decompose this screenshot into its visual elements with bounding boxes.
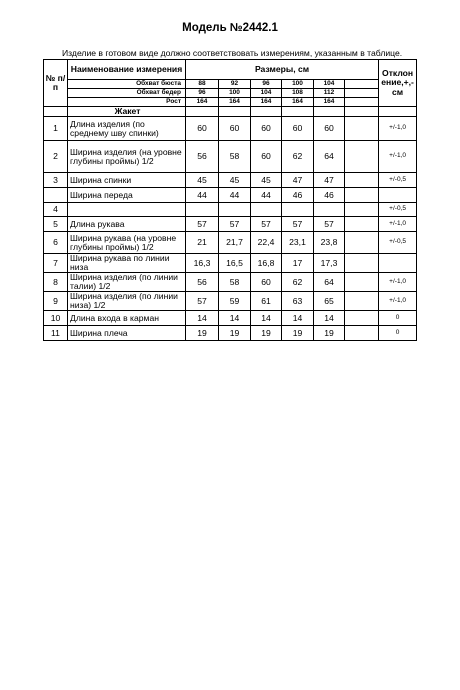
tolerance-value	[379, 254, 417, 273]
tolerance-header: Отклон ение,+,- см	[379, 60, 417, 107]
table-row	[44, 292, 417, 311]
size-value: 16,3	[186, 254, 219, 273]
size-value: 57	[282, 217, 314, 232]
size-value: 60	[282, 117, 314, 141]
size-value: 16,8	[251, 254, 282, 273]
size-value: 17,3	[314, 254, 345, 273]
tolerance-value: +/-1,0	[379, 292, 417, 311]
size-value: 45	[186, 173, 219, 188]
extra-size-cell	[345, 232, 379, 254]
size-value: 65	[314, 292, 345, 311]
size-value: 58	[219, 273, 251, 292]
size-value: 56	[186, 273, 219, 292]
measurement-name: Ширина переда	[68, 188, 186, 203]
table-row	[44, 217, 417, 232]
size-value	[282, 203, 314, 217]
size-value: 62	[282, 273, 314, 292]
section-num-cell	[44, 107, 68, 117]
header-subrow	[44, 98, 417, 107]
header-size-value: 108	[282, 89, 314, 98]
measurements-table	[43, 59, 417, 341]
header-subrow	[44, 89, 417, 98]
size-value	[186, 203, 219, 217]
sizes-header: Размеры, см	[186, 60, 379, 80]
section-empty-cell	[345, 107, 379, 117]
name-column-header: Наименование измерения	[68, 60, 186, 80]
header-size-value: 96	[251, 80, 282, 89]
size-value: 17	[282, 254, 314, 273]
header-size-value: 104	[314, 80, 345, 89]
measurement-name: Ширина изделия (на уровне глубины проймы) 1/2	[68, 141, 186, 173]
header-size-value: 164	[282, 98, 314, 107]
size-value: 19	[186, 326, 219, 341]
size-value: 57	[314, 217, 345, 232]
extra-size-cell	[345, 188, 379, 203]
section-tol-cell	[379, 107, 417, 117]
size-value: 60	[314, 117, 345, 141]
extra-size-cell	[345, 273, 379, 292]
size-value: 46	[314, 188, 345, 203]
table-row	[44, 117, 417, 141]
measurement-name: Ширина изделия (по линии талии) 1/2	[68, 273, 186, 292]
row-number: 2	[44, 141, 68, 173]
header-size-value: 164	[314, 98, 345, 107]
table-row	[44, 273, 417, 292]
measurement-name	[68, 203, 186, 217]
tolerance-value: 0	[379, 311, 417, 326]
size-value: 14	[219, 311, 251, 326]
table-row	[44, 141, 417, 173]
size-value: 63	[282, 292, 314, 311]
size-value: 23,1	[282, 232, 314, 254]
row-number: 9	[44, 292, 68, 311]
tolerance-value: +/-1,0	[379, 117, 417, 141]
row-number: 8	[44, 273, 68, 292]
row-number: 4	[44, 203, 68, 217]
size-value: 64	[314, 273, 345, 292]
size-value: 16,5	[219, 254, 251, 273]
extra-size-cell	[345, 217, 379, 232]
header-subrow-label: Обхват бюста	[68, 80, 186, 89]
section-empty-cell	[251, 107, 282, 117]
table-row	[44, 311, 417, 326]
size-value: 22,4	[251, 232, 282, 254]
extra-size-cell	[345, 254, 379, 273]
size-value: 19	[219, 326, 251, 341]
measurement-name: Ширина плеча	[68, 326, 186, 341]
size-value: 19	[314, 326, 345, 341]
measurement-name: Длина входа в карман	[68, 311, 186, 326]
size-value: 44	[251, 188, 282, 203]
tolerance-value: +/-1,0	[379, 141, 417, 173]
header-subrow-label: Обхват бедер	[68, 89, 186, 98]
extra-size-cell	[345, 311, 379, 326]
measurement-name: Ширина спинки	[68, 173, 186, 188]
size-value: 57	[186, 217, 219, 232]
extra-size-cell	[345, 173, 379, 188]
size-value: 57	[186, 292, 219, 311]
size-value: 14	[186, 311, 219, 326]
measurement-name: Ширина изделия (по линии низа) 1/2	[68, 292, 186, 311]
size-value: 19	[251, 326, 282, 341]
size-value: 60	[251, 141, 282, 173]
extra-size-cell	[345, 203, 379, 217]
table-row	[44, 203, 417, 217]
header-subrow-label: Рост	[68, 98, 186, 107]
section-label: Жакет	[68, 107, 186, 117]
header-empty-cell	[345, 89, 379, 98]
size-value: 14	[251, 311, 282, 326]
size-value: 45	[219, 173, 251, 188]
row-number: 11	[44, 326, 68, 341]
size-value: 21	[186, 232, 219, 254]
header-size-value: 104	[251, 89, 282, 98]
table-row	[44, 188, 417, 203]
size-value: 60	[251, 117, 282, 141]
header-size-value: 88	[186, 80, 219, 89]
size-value: 58	[219, 141, 251, 173]
table-row	[44, 254, 417, 273]
size-value: 57	[219, 217, 251, 232]
size-value: 23,8	[314, 232, 345, 254]
size-value	[219, 203, 251, 217]
extra-size-cell	[345, 141, 379, 173]
measurement-name: Ширина рукава (на уровне глубины проймы) 1/2	[68, 232, 186, 254]
section-empty-cell	[314, 107, 345, 117]
section-empty-cell	[219, 107, 251, 117]
tolerance-value: 0	[379, 326, 417, 341]
size-value	[314, 203, 345, 217]
header-size-value: 96	[186, 89, 219, 98]
header-empty-cell	[345, 98, 379, 107]
tolerance-value: +/-1,0	[379, 217, 417, 232]
row-number: 1	[44, 117, 68, 141]
size-value: 14	[314, 311, 345, 326]
measurement-name: Длина рукава	[68, 217, 186, 232]
extra-size-cell	[345, 292, 379, 311]
size-value: 19	[282, 326, 314, 341]
row-number: 6	[44, 232, 68, 254]
table-row	[44, 326, 417, 341]
size-value: 57	[251, 217, 282, 232]
header-row-1	[44, 60, 417, 80]
extra-size-cell	[345, 326, 379, 341]
section-empty-cell	[186, 107, 219, 117]
size-value: 44	[186, 188, 219, 203]
row-number: 5	[44, 217, 68, 232]
row-number: 10	[44, 311, 68, 326]
row-number	[44, 188, 68, 203]
size-value: 62	[282, 141, 314, 173]
size-value: 60	[251, 273, 282, 292]
measurement-name: Ширина рукава по линии низа	[68, 254, 186, 273]
size-value	[251, 203, 282, 217]
tolerance-value: +/-0,5	[379, 203, 417, 217]
num-column-header: № п/п	[44, 60, 68, 107]
header-empty-cell	[345, 80, 379, 89]
size-value: 60	[186, 117, 219, 141]
header-size-value: 112	[314, 89, 345, 98]
size-value: 14	[282, 311, 314, 326]
row-number: 3	[44, 173, 68, 188]
header-size-value: 100	[219, 89, 251, 98]
section-row	[44, 107, 417, 117]
size-value: 56	[186, 141, 219, 173]
page-title: Модель №2442.1	[182, 22, 278, 34]
size-value: 47	[282, 173, 314, 188]
size-value: 47	[314, 173, 345, 188]
size-value: 21,7	[219, 232, 251, 254]
section-empty-cell	[282, 107, 314, 117]
table-note: Изделие в готовом виде должно соответствовать измерениям, указанным в таблице.	[62, 48, 403, 58]
size-value: 64	[314, 141, 345, 173]
table-body	[44, 60, 417, 341]
tolerance-value	[379, 188, 417, 203]
header-size-value: 164	[186, 98, 219, 107]
size-value: 45	[251, 173, 282, 188]
header-size-value: 100	[282, 80, 314, 89]
header-size-value: 164	[251, 98, 282, 107]
header-subrow	[44, 80, 417, 89]
table-row	[44, 232, 417, 254]
measurement-name: Длина изделия (по среднему шву спинки)	[68, 117, 186, 141]
tolerance-value: +/-1,0	[379, 273, 417, 292]
row-number: 7	[44, 254, 68, 273]
extra-size-cell	[345, 117, 379, 141]
table-row	[44, 173, 417, 188]
tolerance-value: +/-0,5	[379, 173, 417, 188]
size-value: 46	[282, 188, 314, 203]
size-value: 61	[251, 292, 282, 311]
size-value: 44	[219, 188, 251, 203]
header-size-value: 164	[219, 98, 251, 107]
size-value: 59	[219, 292, 251, 311]
tolerance-value: +/-0,5	[379, 232, 417, 254]
size-value: 60	[219, 117, 251, 141]
header-size-value: 92	[219, 80, 251, 89]
